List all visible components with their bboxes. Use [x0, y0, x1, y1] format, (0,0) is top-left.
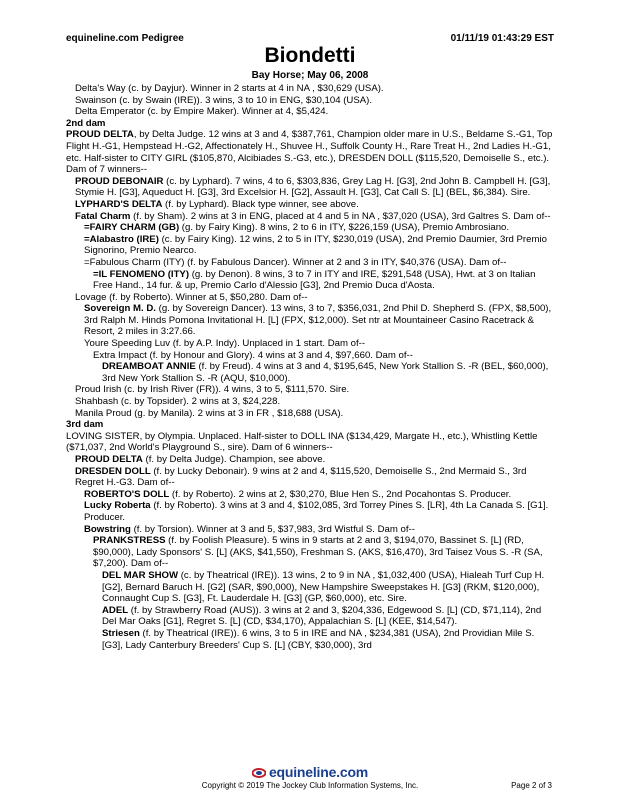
entry-text: (f. by Lyphard). Black type winner, see above. — [162, 198, 359, 210]
pedigree-entry — [66, 222, 554, 234]
entry-text: (f. by Torsion). Winner at 3 and 5, $37,983, 3rd Wistful S. Dam of-- — [130, 523, 415, 535]
entry-text: Delta Emperator (c. by Empire Maker). Winner at 4, $5,424. — [75, 106, 329, 118]
horse-name: DRESDEN DOLL — [75, 465, 151, 477]
pedigree-entry — [66, 535, 554, 570]
pedigree-entry — [66, 95, 554, 107]
pedigree-entry — [66, 431, 554, 454]
entry-text: (g. by Fairy King). 8 wins, 2 to 6 in ITY, $226,159 (USA), Premio Ambrosiano. — [179, 222, 510, 234]
pedigree-entry — [66, 384, 554, 396]
equineline-swoosh-icon — [252, 765, 266, 779]
entry-text: (f. by Foolish Pleasure). 5 wins in 9 starts at 2 and 3, $194,070, Bassinet S. [L] (RD, $90,000), Lady Sponsors' S. [L] (AKS, $41,550), Freshman S. (AKS, $16,470), 3rd Taisez Vous S. -R (SA, $7,200). Dam of-- — [93, 535, 543, 570]
horse-name: ADEL — [102, 604, 129, 616]
entry-text: (g. by Sovereign Dancer). 13 wins, 3 to 7, $356,031, 2nd Phil D. Shepherd S. (FPX, $8,500), 3rd Ralph M. Hinds Pomona Invitational H. [L] (FPX, $12,000). Set ntr at Mountaineer Casino Racetrack & Resort, 2 miles in 3:27.66. — [84, 303, 552, 338]
copyright: Copyright © 2019 The Jockey Club Information Systems, Inc. — [201, 781, 419, 790]
pedigree-entry — [66, 350, 554, 362]
section-heading: 2nd dam — [66, 117, 106, 129]
entry-text: (f. by Strawberry Road (AUS)). 3 wins at 2 and 3, $204,336, Edgewood S. [L] (CD, $71,114), 2nd Del Mar Oaks [G1], Regret S. [L] (CD, $34,170), Appalachian S. [L] (KEE, $14,547). — [102, 604, 542, 628]
pedigree-entry — [66, 211, 554, 223]
entry-text: Extra Impact (f. by Honour and Glory). 4 wins at 3 and 4, $97,660. Dam of-- — [93, 349, 413, 361]
entry-text: (f. by Delta Judge). Champion, see above. — [142, 454, 326, 465]
horse-name: PROUD DELTA — [75, 454, 143, 465]
pedigree-entry — [66, 570, 554, 605]
entry-text: (f. by Roberto). 3 wins at 3 and 4, $102,085, 3rd Torrey Pines S. [LR], 4th La Canada S. [G1]. Producer. — [84, 500, 549, 523]
entry-text: Delta's Way (c. by Dayjur). Winner in 2 starts at 4 in NA , $30,629 (USA). — [75, 83, 384, 94]
page-number: Page 2 of 3 — [511, 781, 552, 790]
entry-text: (c. by Theatrical (IRE)). 13 wins, 2 to 9 in NA , $1,032,400 (USA), Hialeah Turf Cup H. [G2], Bernard Baruch H. [G2] (SAR, $90,000), New Hampshire Sweepstakes H. [G3] (RKM, $120,000), Connaught Cup S. [G3], Ft. Lauderdale H. [G3] (GP, $60,000), etc. Sire. — [102, 569, 545, 605]
pedigree-entry — [66, 408, 554, 420]
horse-name: DEL MAR SHOW — [102, 569, 179, 581]
pedigree-entry — [66, 199, 554, 211]
pedigree-entry — [66, 524, 554, 536]
pedigree-entry — [66, 269, 554, 292]
entry-text: (c. by Lyphard). 7 wins, 4 to 6, $303,836, Grey Lag H. [G3], 2nd John B. Campbell H. [G3], Stymie H. [G3], Aqueduct H. [G3], 3rd Excelsior H. [G2], Assault H. [G3], Cat Call S. [L] (BEL, $6,384). Sire. — [75, 175, 551, 199]
entry-text: Proud Irish (c. by Irish River (FR)). 4 wins, 3 to 5, $111,570. Sire. — [75, 384, 350, 396]
horse-description: Bay Horse; May 06, 2008 — [251, 70, 369, 81]
timestamp: 01/11/19 01:43:29 EST — [450, 33, 554, 44]
horse-name: Striesen — [102, 627, 140, 639]
entry-text: (f. by Sham). 2 wins at 3 in ENG, placed at 4 and 5 in NA , $37,020 (USA), 3rd Galtres S. Dam of-- — [130, 210, 551, 222]
pedigree-entry — [66, 83, 554, 95]
pedigree-entry — [66, 361, 554, 384]
horse-name: =IL FENOMENO (ITY) — [93, 268, 190, 280]
pedigree-entry — [66, 292, 554, 304]
pedigree-entry — [66, 628, 554, 651]
pedigree-entry — [66, 257, 554, 269]
pedigree-entry — [66, 234, 554, 257]
entry-text: (f. by Roberto). 2 wins at 2, $30,270, Blue Hen S., 2nd Pocahontas S. Producer. — [169, 488, 512, 500]
section-heading: 3rd dam — [66, 419, 104, 431]
horse-name: Fatal Charm — [75, 210, 131, 222]
entry-text: Lovage (f. by Roberto). Winner at 5, $50,280. Dam of-- — [75, 291, 308, 303]
entry-text: (g. by Denon). 8 wins, 3 to 7 in ITY and IRE, $291,548 (USA), Hwt. at 3 on Italian Free Hand., 14 fur. & up, Premio Carlo d'Alessio [G3], 2nd Premio Duca d'Aosta. — [93, 268, 536, 292]
entry-text: Shahbash (c. by Topsider). 2 wins at 3, $24,228. — [75, 396, 281, 408]
pedigree-entry — [66, 396, 554, 408]
pedigree-body — [66, 83, 554, 651]
pedigree-entry — [66, 454, 554, 466]
horse-name: LYPHARD'S DELTA — [75, 198, 163, 210]
horse-name: PROUD DEBONAIR — [75, 175, 164, 187]
pedigree-entry — [66, 338, 554, 350]
equineline-logo — [0, 764, 620, 780]
entry-text: Manila Proud (g. by Manila). 2 wins at 3 in FR , $18,688 (USA). — [75, 407, 344, 419]
entry-text: , by Delta Judge. 12 wins at 3 and 4, $387,761, Champion older mare in U.S., Beldame S.-G1, Top Flight H.-G1, Hempstead H.-G2, Affectionately H., Shuvee H., Suffolk County H., Rare Treat H., 2nd Ladies H.-G1, etc. Half-sister to CITY GIRL ($105,870, Alcibiades S.-G3, etc.), DRESDEN DOLL ($115,520, Demoiselle S., etc.). Dam of 7 winners-- — [66, 129, 553, 176]
pedigree-entry — [66, 466, 554, 489]
logo-text: equineline.com — [268, 764, 369, 780]
horse-name: =FAIRY CHARM (GB) — [84, 222, 180, 234]
pedigree-entry — [66, 605, 554, 628]
entry-text: (f. by Freud). 4 wins at 3 and 4, $195,645, New York Stallion S. -R (BEL, $60,000), 3rd New York Stallion S. -R (AQU, $10,000). — [102, 361, 549, 384]
pedigree-entry — [66, 500, 554, 523]
horse-name: Sovereign M. D. — [84, 303, 156, 315]
horse-name: DREAMBOAT ANNIE — [102, 361, 196, 373]
entry-text: LOVING SISTER, by Olympia. Unplaced. Half-sister to DOLL INA ($134,429, Margate H., etc.), Whistling Kettle ($71,037, 2nd World's Playground S., sire). Dam of 6 winners-- — [66, 430, 538, 454]
pedigree-entry — [66, 129, 554, 175]
pedigree-entry — [66, 303, 554, 338]
entry-text: (f. by Theatrical (IRE)). 6 wins, 3 to 5 in IRE and NA , $234,381 (USA), 2nd Providian Mile S. [G3], Lady Canterbury Breeders' Cup S. [L] (CBY, $30,000), 3rd — [102, 627, 535, 651]
entry-text: (c. by Fairy King). 12 wins, 2 to 5 in ITY, $230,019 (USA), 2nd Premio Daumier, 3rd Premio Signorino, Premio Nearco. — [84, 233, 547, 257]
pedigree-entry — [66, 176, 554, 199]
pedigree-entry — [66, 106, 554, 118]
entry-text: =Fabulous Charm (ITY) (f. by Fabulous Dancer). Winner at 2 and 3 in ITY, $40,376 (USA). Dam of-- — [84, 256, 507, 268]
site-name: equineline.com Pedigree — [66, 33, 184, 44]
horse-name: =Alabastro (IRE) — [84, 233, 159, 245]
horse-name: PRANKSTRESS — [93, 535, 166, 547]
entry-text: Swainson (c. by Swain (IRE)). 3 wins, 3 to 10 in ENG, $30,104 (USA). — [75, 94, 372, 106]
horse-name: Bowstring — [84, 523, 131, 535]
horse-name: ROBERTO'S DOLL — [84, 488, 170, 500]
horse-name: PROUD DELTA — [66, 129, 134, 141]
entry-text: (f. by Lucky Debonair). 9 wins at 2 and 4, $115,520, Demoiselle S., 2nd Mermaid S., 3rd Regret H.-G3. Dam of-- — [75, 465, 527, 489]
entry-text: Youre Speeding Luv (f. by A.P. Indy). Unplaced in 1 start. Dam of-- — [84, 338, 366, 350]
horse-name-title: Biondetti — [264, 44, 356, 67]
pedigree-entry — [66, 489, 554, 501]
horse-name: Lucky Roberta — [84, 500, 151, 512]
